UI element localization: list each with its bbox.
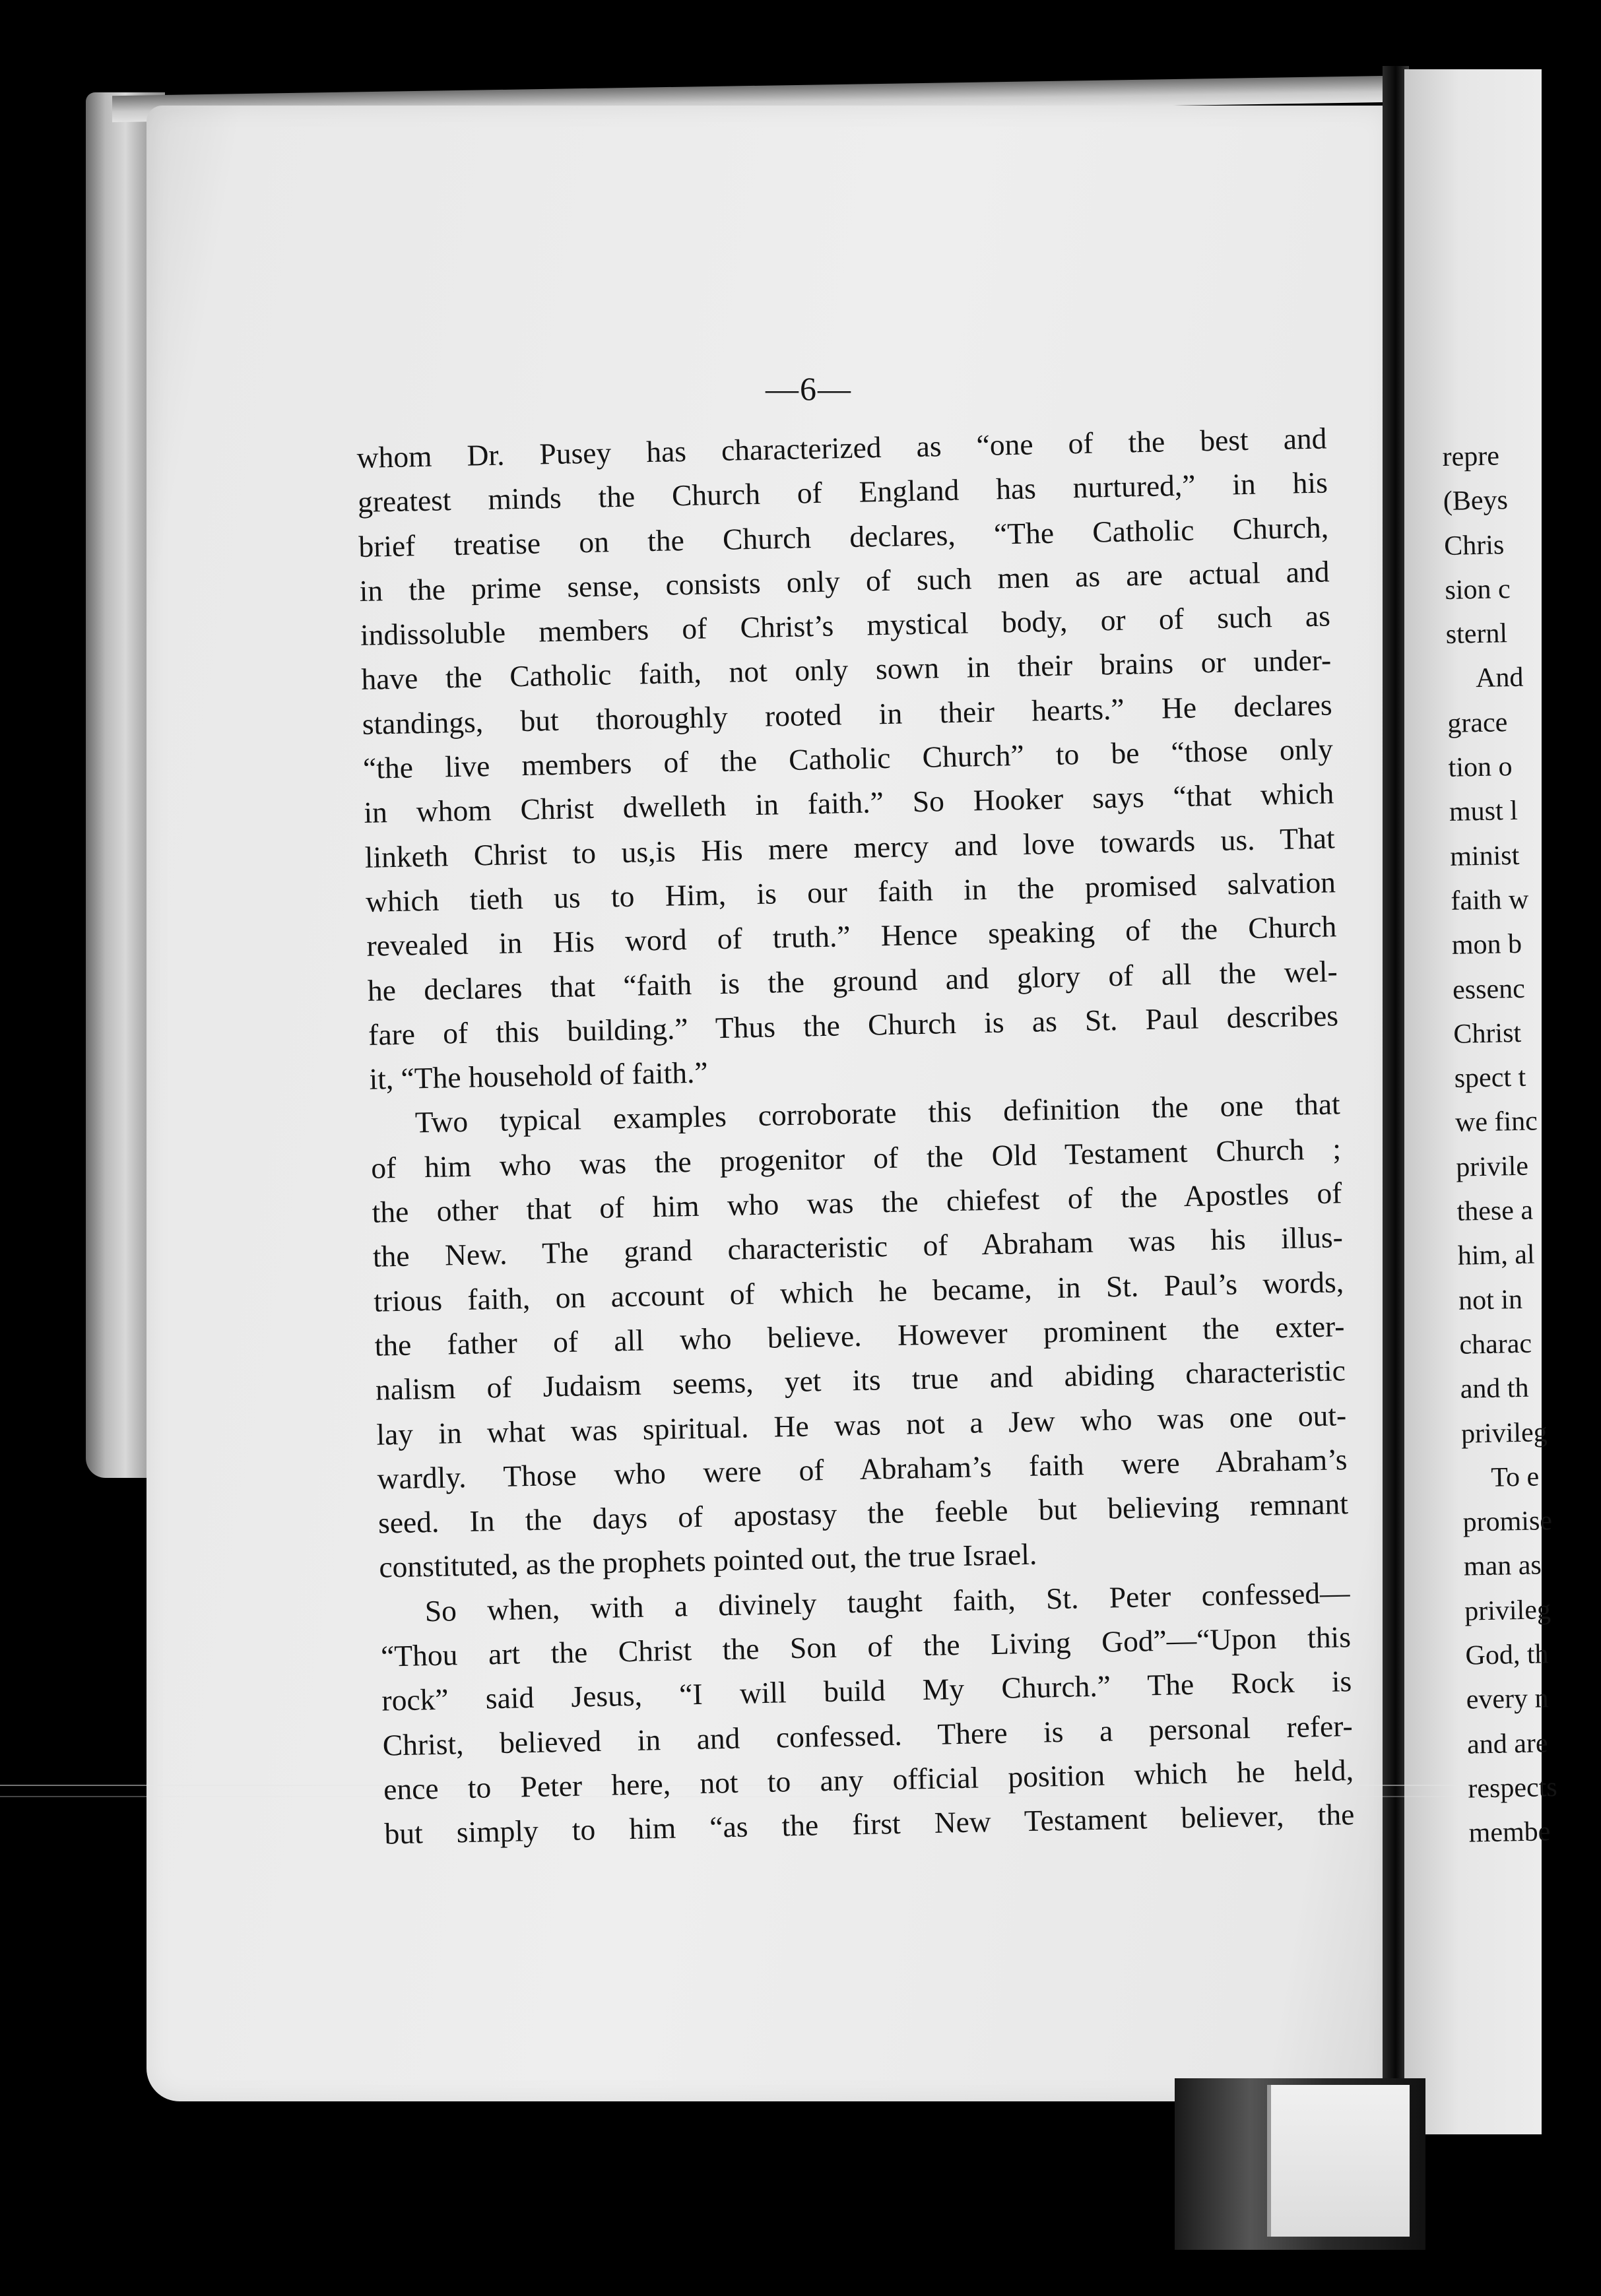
text-line: Christ, believed in and confessed. There is a personal refer-	[382, 1708, 1354, 1762]
text-line: in whom Christ dwelleth in faith.” So Hooker says “that which	[363, 776, 1334, 830]
text-fragment: and th	[1460, 1372, 1529, 1405]
text-fragment: not in	[1458, 1284, 1523, 1316]
text-fragment: repre	[1442, 441, 1500, 472]
text-line: brief treatise on the Church declares, “The Catholic Church,	[358, 510, 1329, 563]
text-line: whom Dr. Pusey has characterized as “one of the best and	[356, 421, 1327, 474]
text-fragment: must l	[1449, 796, 1519, 828]
text-line: linketh Christ to us,is His mere mercy and love towards us. That	[364, 821, 1336, 874]
text-line: fare of this building.” Thus the Church is as St. Paul describes	[368, 998, 1339, 1052]
text-line: rock” said Jesus, “I will build My Church.” The Rock is	[381, 1664, 1352, 1717]
text-fragment: charac	[1459, 1328, 1532, 1360]
text-line: revealed in His word of truth.” Hence speaking of the Church	[366, 909, 1337, 963]
text-line: it, “The household of faith.”	[369, 1055, 708, 1096]
text-fragment: essenc	[1452, 973, 1526, 1005]
text-line: have the Catholic faith, not only sown in their brains or under-	[360, 643, 1332, 697]
text-fragment: man as	[1463, 1550, 1542, 1583]
text-fragment: faith w	[1451, 884, 1529, 916]
text-fragment: (Beys	[1443, 485, 1509, 517]
text-fragment: sion c	[1445, 573, 1511, 606]
text-fragment: and are	[1466, 1727, 1548, 1760]
text-line: standings, but thoroughly rooted in their hearts.” He declares	[362, 687, 1332, 741]
text-line: of him who was the progenitor of the Old Testament Church ;	[370, 1132, 1342, 1185]
text-fragment: him, al	[1457, 1239, 1535, 1272]
text-line: indissoluble members of Christ’s mystical body, or of such as	[360, 598, 1331, 653]
text-fragment: minist	[1449, 840, 1520, 872]
text-line: he declares that “faith is the ground and glory of all the wel-	[367, 953, 1338, 1007]
text-line: wardly. Those who were of Abraham’s faith were Abraham’s	[377, 1442, 1348, 1496]
text-line: which tieth us to Him, is our faith in the promised salvation	[365, 865, 1336, 918]
text-line: ence to Peter here, not to any official position which he held,	[383, 1752, 1354, 1806]
text-fragment: privileg	[1460, 1417, 1548, 1450]
text-line: trious faith, on account of which he became, in St. Paul’s words,	[373, 1264, 1344, 1318]
text-line: “the live members of the Catholic Church” to be “those only	[362, 732, 1334, 785]
text-fragment: sternl	[1445, 618, 1508, 651]
text-fragment: promise	[1462, 1506, 1553, 1538]
page-number: —6—	[766, 370, 852, 407]
text-line: greatest minds the Church of England has nurtured,” in his	[357, 465, 1328, 519]
text-fragment: membe	[1468, 1816, 1551, 1849]
text-fragment: God, th	[1465, 1639, 1549, 1671]
text-line: lay in what was spiritual. He was not a Jew who was one out-	[376, 1397, 1347, 1451]
text-fragment: these a	[1456, 1195, 1534, 1227]
text-line: but simply to him “as the first New Testament believer, the	[384, 1797, 1355, 1851]
text-line: the New. The grand characteristic of Abraham was his illus-	[372, 1220, 1344, 1274]
text-fragment: privileg	[1464, 1594, 1552, 1627]
text-fragment: mon b	[1451, 929, 1522, 961]
text-fragment: To e	[1490, 1461, 1540, 1493]
text-line: in the prime sense, consists only of such men as are actual and	[359, 554, 1330, 608]
main-text-block	[356, 416, 1355, 1856]
text-fragment: spect t	[1454, 1062, 1526, 1094]
text-line: Two typical examples corroborate this definition the one that	[414, 1087, 1341, 1139]
text-fragment: And	[1475, 662, 1524, 694]
text-fragment: privile	[1455, 1151, 1529, 1183]
text-fragment: Christ	[1453, 1017, 1522, 1050]
text-fragment: Chris	[1443, 529, 1505, 561]
text-fragment: tion o	[1448, 751, 1513, 783]
text-fragment: we finc	[1454, 1106, 1538, 1139]
text-line: the father of all who believe. However prominent the exter-	[374, 1309, 1345, 1362]
text-line: constituted, as the prophets pointed out, the true Israel.	[378, 1537, 1037, 1585]
text-line: seed. In the days of apostasy the feeble but believing remnant	[377, 1486, 1349, 1540]
bookmark-card	[1267, 2085, 1410, 2237]
text-line: the other that of him who was the chiefest of the Apostles of	[372, 1176, 1342, 1229]
text-line: “Thou art the Christ the Son of the Living God”—“Upon this	[380, 1620, 1352, 1673]
text-fragment: grace	[1447, 707, 1508, 739]
text-line: nalism of Judaism seems, yet its true and abiding characteristic	[375, 1353, 1346, 1407]
text-fragment: every n	[1466, 1683, 1550, 1715]
text-fragment: respects	[1467, 1771, 1558, 1804]
right-page-text-fragments	[1442, 433, 1601, 1856]
text-line: So when, with a divinely taught faith, St. Peter confessed—	[424, 1575, 1351, 1628]
